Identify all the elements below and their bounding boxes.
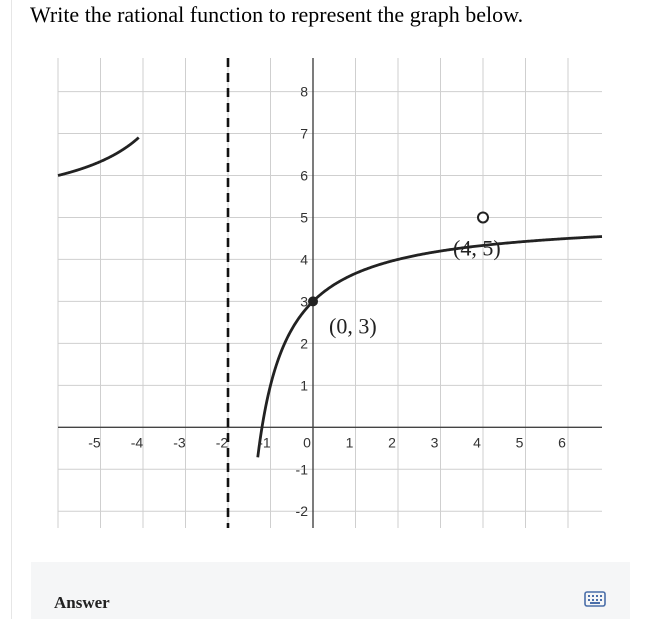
x-tick-label: 0 — [303, 434, 311, 451]
answer-label: Answer — [54, 593, 110, 612]
point-label: (0, 3) — [329, 313, 377, 339]
x-tick-label: -5 — [88, 434, 101, 451]
x-tick-label: 3 — [430, 434, 439, 451]
y-tick-label: 5 — [300, 209, 308, 226]
y-tick-label: 1 — [300, 377, 308, 394]
y-tick-label: 7 — [300, 125, 308, 142]
y-tick-label: 4 — [300, 251, 308, 268]
question-text: Write the rational function to represent the graph below. — [30, 2, 524, 27]
keyboard-icon — [584, 591, 606, 607]
y-tick-label: 2 — [300, 335, 308, 352]
curve-left-branch — [58, 138, 139, 176]
x-tick-label: -4 — [130, 434, 144, 451]
curve-right-branch — [258, 237, 602, 458]
y-tick-label: 6 — [300, 167, 308, 184]
x-tick-label: -1 — [258, 434, 271, 451]
x-tick-label: 4 — [473, 434, 481, 451]
x-tick-label: -2 — [215, 434, 229, 451]
x-tick-label: 1 — [345, 434, 354, 451]
open-point — [478, 212, 488, 222]
x-tick-label: 5 — [515, 434, 524, 451]
y-tick-label: 3 — [300, 293, 308, 310]
x-tick-label: 6 — [558, 434, 566, 451]
y-tick-label: -2 — [295, 503, 308, 520]
x-tick-label: 2 — [388, 434, 396, 451]
y-tick-label: 8 — [300, 83, 308, 100]
filled-point — [308, 296, 318, 306]
point-label: (4, 5) — [453, 235, 501, 261]
x-tick-label: -3 — [173, 434, 186, 451]
y-tick-label: -1 — [295, 461, 308, 478]
answer-panel — [31, 562, 630, 619]
keyboard-button[interactable] — [575, 586, 615, 612]
